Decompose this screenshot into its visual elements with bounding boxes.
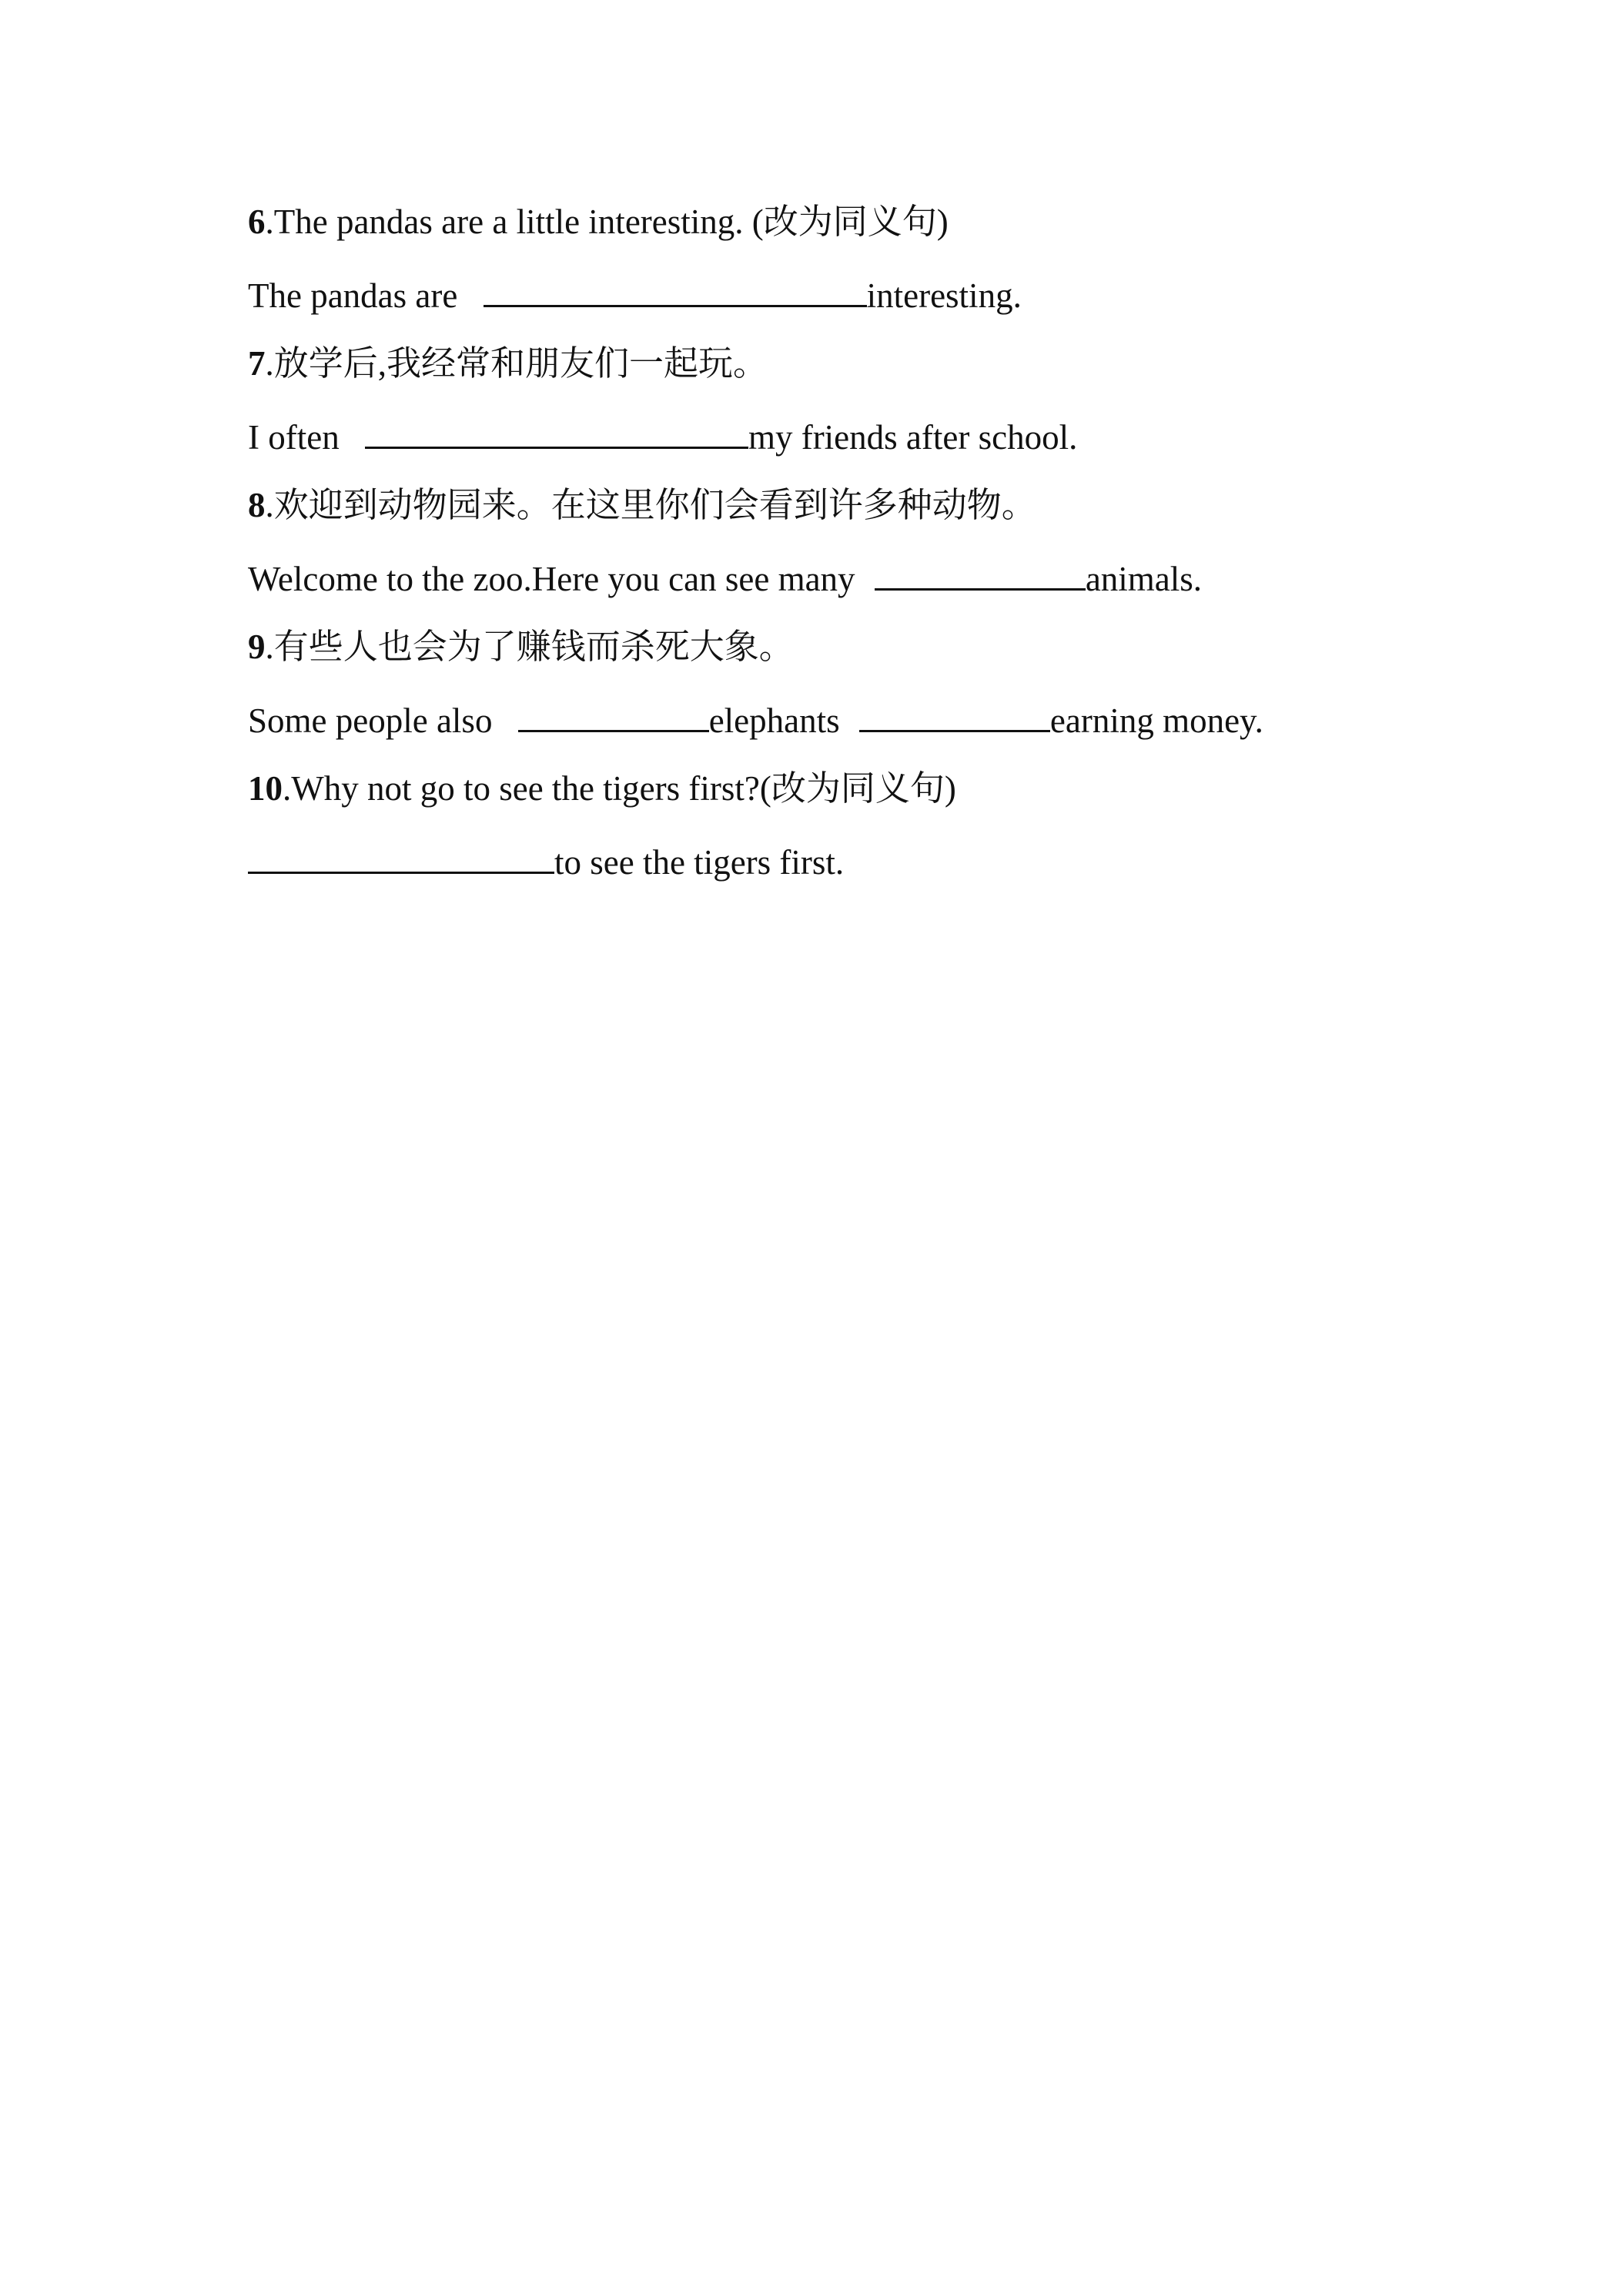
- question-10-answer: [248, 838, 844, 885]
- question-number: 10: [248, 769, 283, 808]
- question-8-prompt: [248, 482, 1036, 528]
- question-number: 6: [248, 202, 266, 241]
- question-6-prompt: [248, 199, 949, 245]
- answer-text-before: Some people also: [248, 701, 501, 740]
- question-number: 9: [248, 628, 266, 666]
- question-number: 7: [248, 344, 266, 383]
- question-text: .欢迎到动物园来。在这里你们会看到许多种动物。: [265, 486, 1036, 524]
- question-10-prompt: [248, 765, 956, 812]
- answer-text-after: interesting.: [866, 276, 1022, 315]
- answer-blank[interactable]: [365, 413, 748, 449]
- answer-blank[interactable]: [248, 838, 554, 874]
- answer-text-before: The pandas are: [248, 276, 467, 315]
- question-text: .有些人也会为了赚钱而杀死大象。: [265, 628, 794, 666]
- question-7-answer: [248, 413, 1077, 460]
- question-text: .The pandas are a little interesting. (改为同义句): [265, 202, 949, 241]
- question-text: .Why not go to see the tigers first?(改为同义句): [283, 769, 956, 808]
- answer-blank[interactable]: [484, 271, 867, 307]
- question-9-prompt: [248, 624, 794, 670]
- answer-blank-1[interactable]: [518, 696, 709, 732]
- answer-text-after: earning money.: [1049, 701, 1263, 740]
- answer-text-after: to see the tigers first.: [554, 843, 845, 882]
- answer-blank-2[interactable]: [859, 696, 1050, 732]
- answer-text-middle: elephants: [708, 701, 848, 740]
- answer-text-after: my friends after school.: [748, 418, 1078, 457]
- question-6-answer: [248, 271, 1022, 319]
- question-number: 8: [248, 486, 266, 524]
- question-8-answer: [248, 554, 1202, 602]
- answer-text-before: Welcome to the zoo.Here you can see many: [248, 560, 864, 598]
- question-9-answer: [248, 696, 1263, 744]
- answer-text-before: I often: [248, 418, 348, 457]
- answer-text-after: animals.: [1085, 560, 1203, 598]
- question-7-prompt: [248, 340, 768, 387]
- question-text: .放学后,我经常和朋友们一起玩。: [265, 344, 768, 383]
- answer-blank[interactable]: [875, 554, 1086, 591]
